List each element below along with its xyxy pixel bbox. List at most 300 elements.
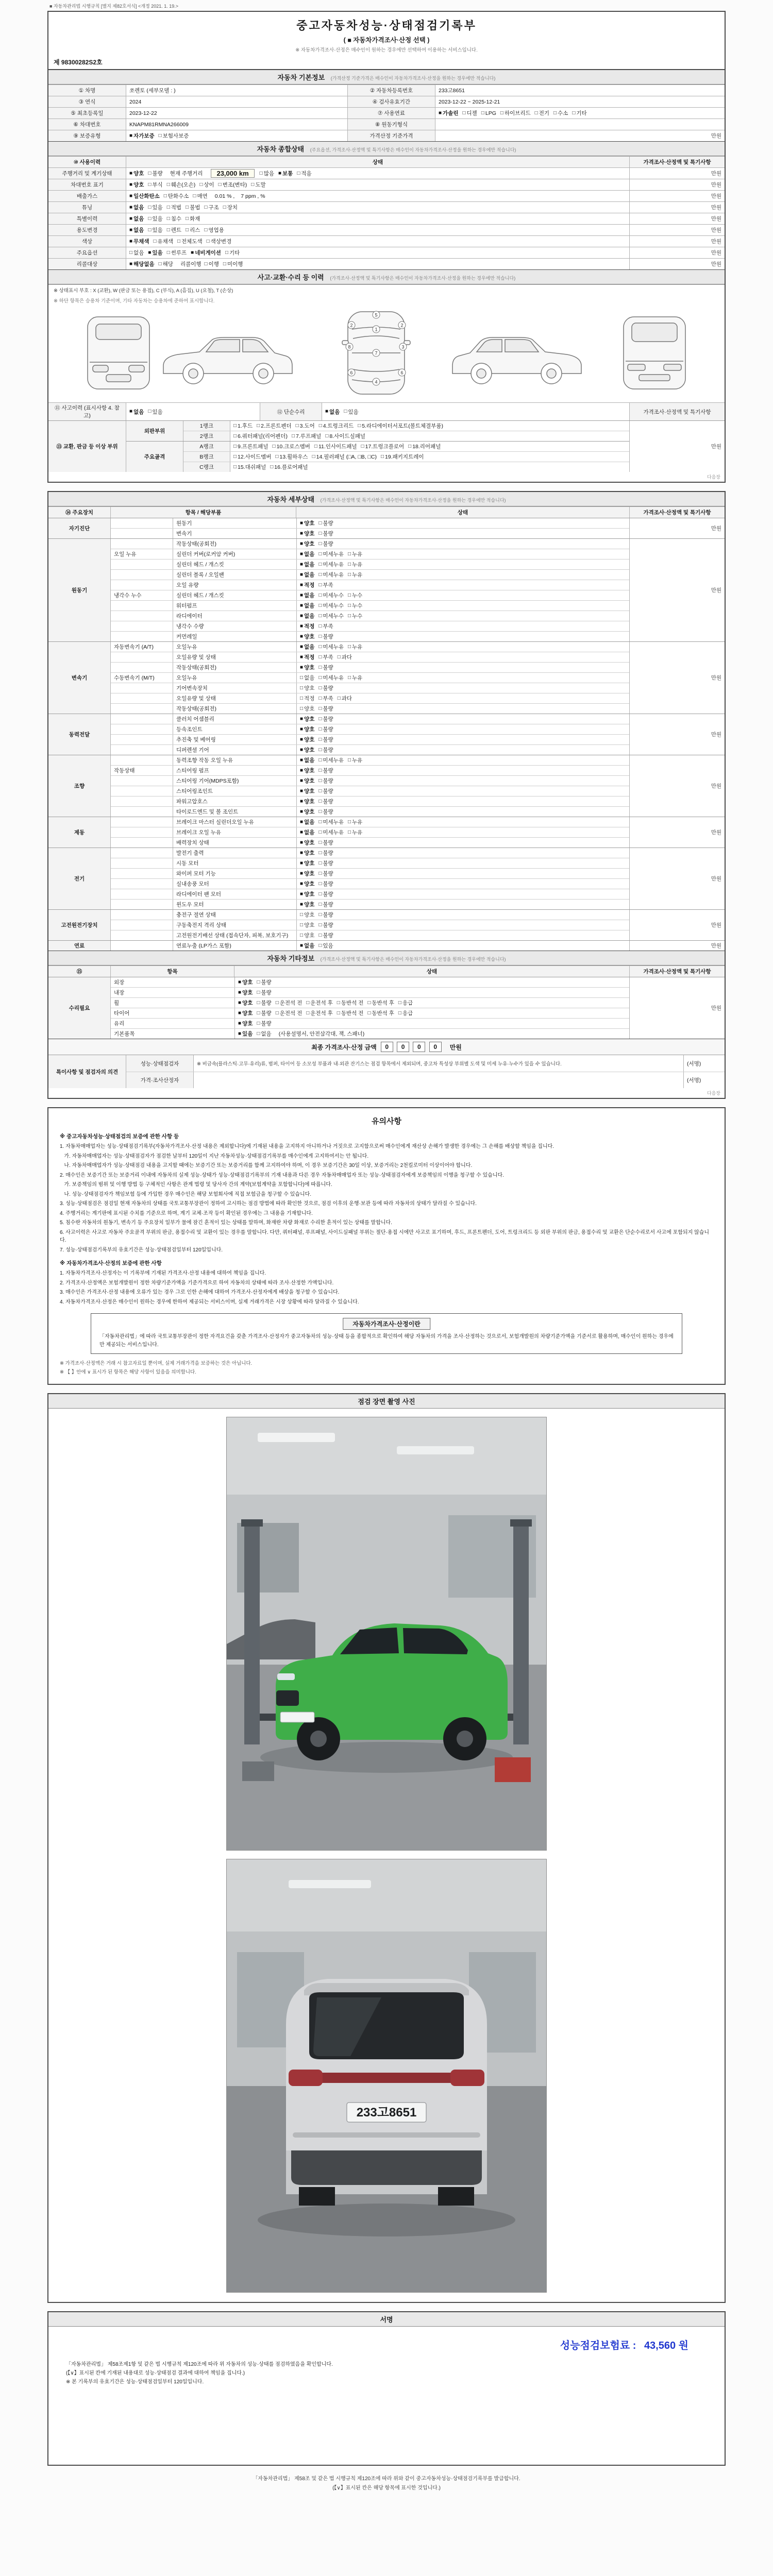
opinion-row [126, 1072, 725, 1088]
detail-subgroup [111, 910, 173, 920]
checkbox[interactable]: □ 적정 [300, 695, 315, 702]
checkbox[interactable]: □ 12.사이드멤버 [233, 453, 272, 460]
checkbox[interactable]: □ 1.후드 [233, 422, 253, 429]
checkbox[interactable]: □ 누유 [347, 551, 363, 557]
checkbox-checked[interactable]: ■ 없음 [129, 215, 144, 222]
detail-subgroup [111, 518, 173, 528]
checkbox-checked[interactable]: ■ 양호 [300, 767, 315, 774]
checkbox-icon: □ [318, 922, 322, 928]
checkbox[interactable]: □ 누수 [347, 613, 363, 619]
checkbox[interactable]: □ 불량 [318, 911, 333, 918]
checkbox-checked[interactable]: ■ 양호 [300, 716, 315, 722]
checkbox[interactable]: □ 있음 [148, 227, 163, 233]
checkbox[interactable]: □ 부족 [318, 623, 333, 630]
checkbox[interactable]: □ 불량 [318, 880, 333, 887]
checkbox-icon: □ [257, 989, 260, 995]
rank-label: A랭크 [183, 442, 230, 451]
checkbox[interactable]: □ 양호 [300, 685, 315, 691]
checkbox[interactable]: □ 4.트렁크리드 [318, 422, 354, 429]
checkbox-icon: □ [204, 261, 208, 267]
checkbox[interactable]: □ 미세누수 [318, 613, 344, 619]
detail-row [111, 848, 629, 858]
checkbox-checked[interactable]: ■ 없음 [129, 204, 144, 211]
etc-state [234, 1008, 629, 1018]
checkbox-checked[interactable]: ■ 양호 [238, 1020, 253, 1027]
detail-form-box [47, 491, 726, 1099]
checkbox-icon: □ [398, 1010, 401, 1016]
checkbox-checked[interactable]: ■ 있음 [148, 249, 163, 256]
checkbox[interactable]: □ 화재 [186, 215, 200, 222]
checkbox-checked[interactable]: ■ 양호 [238, 989, 253, 996]
detail-item: 기어변속장치 [173, 683, 296, 693]
detail-row [111, 600, 629, 611]
checkbox-checked[interactable]: ■ 없음 [300, 592, 315, 599]
checkbox-checked-icon: ■ [300, 592, 304, 598]
checkbox[interactable]: □ 불량 [318, 726, 333, 733]
checkbox[interactable]: □ 불량 [257, 999, 272, 1006]
checkbox-icon: □ [158, 132, 162, 139]
checkbox[interactable]: □ 불법 [186, 204, 200, 211]
notices-section2-title: ※ 자동차가격조사·산정의 보증에 관한 사항 [60, 1260, 162, 1266]
checkbox-icon: □ [361, 443, 364, 449]
checkbox[interactable]: □ 동반석 전 [337, 999, 364, 1006]
inline-text: 0.01 % , [214, 193, 235, 199]
checkbox-checked-icon: ■ [300, 788, 304, 794]
checkbox-checked-icon: ■ [300, 757, 304, 763]
checkbox[interactable]: □ 불량 [257, 989, 272, 996]
price-cell: 만원 [629, 642, 725, 714]
checkbox-checked[interactable]: ■ 적정 [300, 623, 315, 630]
detail-state-options [296, 704, 629, 714]
rank-row [183, 431, 629, 441]
checkbox-checked[interactable]: ■ 적정 [300, 582, 315, 588]
device-group [48, 641, 725, 714]
checkbox-checked[interactable]: ■ 양호 [238, 979, 253, 986]
device-name: 연료 [48, 941, 110, 951]
checkbox[interactable]: □ 6.쿼터패널(리어펜더) [233, 433, 288, 439]
detail-row [111, 642, 629, 652]
checkbox-checked[interactable]: ■ 일산화탄소 [129, 193, 160, 199]
checkbox[interactable]: □ 17.트렁크플로어 [361, 443, 405, 450]
checkbox[interactable]: □ 매연 [193, 193, 208, 199]
checkbox[interactable]: □ 상이 [199, 181, 214, 188]
checkbox-icon: □ [318, 850, 322, 856]
checkbox[interactable]: □ 과다 [337, 654, 352, 660]
checkbox-checked[interactable]: ■ 없음 [300, 643, 315, 650]
checkbox-checked[interactable]: ■ 양호 [300, 788, 315, 794]
checkbox[interactable]: □ 렌트 [166, 227, 182, 233]
checkbox-icon: □ [318, 716, 322, 722]
checkbox-checked-icon: ■ [129, 170, 133, 176]
checkbox[interactable]: □ 13.휠하우스 [275, 453, 308, 460]
checkbox-checked[interactable]: ■ 양호 [300, 520, 315, 527]
checkbox[interactable]: □ 누유 [347, 674, 363, 681]
checkbox[interactable]: □ 미세누유 [318, 551, 344, 557]
checkbox[interactable]: □ 누유 [347, 643, 363, 650]
inspection-photo-lift [226, 1417, 547, 1851]
checkbox[interactable]: □ 미세누유 [318, 571, 344, 578]
checkbox[interactable]: □ 불량 [318, 788, 333, 794]
checkbox[interactable]: □ 과다 [337, 695, 352, 702]
checkbox-checked[interactable]: ■ 양호 [300, 664, 315, 671]
checkbox[interactable]: □ 3.도어 [295, 422, 315, 429]
checkbox-checked[interactable]: ■ 없음 [300, 561, 315, 568]
detail-state-options [296, 621, 629, 631]
detail-subgroup [111, 632, 173, 641]
checkbox-checked-icon: ■ [129, 227, 133, 233]
checkbox-checked[interactable]: ■ 네비게이션 [191, 249, 221, 256]
checkbox-checked[interactable]: ■ 양호 [300, 540, 315, 547]
page-footer [47, 2474, 726, 2491]
checkbox[interactable]: □ 있음 [148, 204, 163, 211]
detail-row [111, 652, 629, 662]
checkbox-icon: □ [318, 891, 322, 897]
detail-state-options [296, 827, 629, 837]
inline-text: 리콜이행 [180, 261, 201, 267]
checkbox[interactable]: □ 기타 [572, 110, 587, 116]
checkbox-checked[interactable]: ■ 무채색 [129, 238, 149, 245]
checkbox[interactable]: □ 16.플로어패널 [270, 464, 308, 470]
checkbox-checked[interactable]: ■ 양호 [300, 891, 315, 897]
checkbox[interactable]: □ 18.리어패널 [408, 443, 441, 450]
checkbox[interactable]: □ 불량 [318, 685, 333, 691]
detail-item: 클러치 어셈블리 [173, 714, 296, 724]
detail-subgroup [111, 879, 173, 889]
device-group [48, 848, 725, 909]
signature-cell[interactable]: (서명) [683, 1055, 725, 1072]
checkbox[interactable]: □ 미세누수 [318, 592, 344, 599]
insurance-fee-value: 43,560 원 [644, 2340, 688, 2351]
state-code-legend2: ※ 하단 항목은 승용차 기준이며, 기타 자동차는 승용차에 준하여 표시합니다. [54, 298, 215, 304]
checkbox-icon: □ [347, 613, 351, 619]
checkbox[interactable]: □ 불량 [318, 664, 333, 671]
device-name: 변속기 [48, 642, 110, 714]
checkbox-checked[interactable]: ■ 없음 [300, 757, 315, 764]
checkbox[interactable]: □ 불량 [318, 798, 333, 805]
checkbox-icon: □ [257, 979, 260, 985]
checkbox-checked[interactable]: ■ 양호 [129, 170, 144, 177]
device-group [48, 538, 725, 641]
checkbox[interactable]: □ 운전석 전 [275, 1010, 303, 1016]
col-no: ⑮ [48, 966, 110, 977]
checkbox[interactable]: □ 누유 [347, 819, 363, 825]
inspection-photo-rear [226, 1859, 547, 2293]
checkbox-checked[interactable]: ■ 양호 [129, 181, 144, 188]
checkbox-checked[interactable]: ■ 없음 [300, 551, 315, 557]
outer-panel-label: 외판부위 [126, 421, 183, 441]
checkbox[interactable]: □ 훼손(오손) [166, 181, 196, 188]
checkbox[interactable]: □ 미세누유 [318, 643, 344, 650]
checkbox[interactable]: □ 미세누유 [318, 757, 344, 764]
checkbox[interactable]: □ 해당 [158, 261, 173, 267]
checkbox-icon: □ [300, 685, 304, 691]
checkbox[interactable]: □ 디젤 [462, 110, 477, 116]
checkbox-checked-icon: ■ [238, 1030, 242, 1037]
checkbox[interactable]: □ 불량 [318, 891, 333, 897]
checkbox[interactable]: □ 7.루프패널 [291, 433, 322, 439]
checkbox[interactable]: □ 부족 [318, 695, 333, 702]
checkbox-icon: □ [223, 261, 226, 267]
checkbox[interactable]: □ 운전석 전 [275, 999, 303, 1006]
detail-item: 냉각수 수량 [173, 621, 296, 631]
detail-row [111, 539, 629, 549]
checkbox[interactable]: □ 불량 [257, 979, 272, 986]
checkbox[interactable]: □ 불량 [318, 860, 333, 867]
checkbox-checked[interactable]: ■ 양호 [300, 901, 315, 908]
checkbox[interactable]: □ 있음 [344, 409, 359, 415]
device-name: 자기진단 [48, 518, 110, 538]
checkbox[interactable]: □ 미세누유 [318, 819, 344, 825]
checkbox[interactable]: □ 양호 [300, 932, 315, 939]
checkbox[interactable]: □ 불량 [318, 932, 333, 939]
notice-line: 가. 보증책임의 범위 및 이행 방법 등 구체적인 사항은 관계 법령 및 당사자 간의 계약(보험계약을 포함합니다)에 따릅니다. [60, 1182, 332, 1188]
checkbox[interactable]: □ 장치 [223, 204, 238, 211]
checkbox-checked-icon: ■ [300, 839, 304, 845]
fuel-label: ⑦ 사용연료 [347, 108, 435, 118]
detail-subgroup [111, 580, 173, 590]
detail-subgroup: 자동변속기 (A/T) [114, 644, 154, 650]
checkbox[interactable]: □ 유채색 [153, 238, 173, 245]
checkbox-checked-icon: ■ [300, 520, 304, 526]
checkbox[interactable]: □ 전체도색 [177, 238, 203, 245]
checkbox-checked[interactable]: ■ 없음 [300, 819, 315, 825]
checkbox[interactable]: □ 기타 [225, 249, 240, 256]
checkbox-checked[interactable]: ■ 양호 [300, 870, 315, 877]
checkbox[interactable]: □ 누유 [347, 757, 363, 764]
checkbox-checked[interactable]: ■ 있음 [238, 1030, 253, 1037]
checkbox-checked[interactable]: ■ 없음 [300, 571, 315, 578]
checkbox-checked[interactable]: ■ 양호 [300, 839, 315, 846]
checkbox-checked[interactable]: ■ 양호 [300, 880, 315, 887]
detail-row [111, 755, 629, 765]
checkbox[interactable]: □ 불량 [148, 170, 163, 177]
section-title: 자동차 세부상태 [267, 496, 315, 503]
checkbox-checked[interactable]: ■ 양호 [300, 747, 315, 753]
checkbox[interactable]: □ 불량 [318, 870, 333, 877]
checkbox[interactable]: □ 8.사이드실패널 [325, 433, 366, 439]
checkbox[interactable]: □ 불량 [318, 850, 333, 856]
checkbox[interactable]: □ 없음 [129, 249, 144, 256]
summary-row [48, 235, 725, 247]
checkbox[interactable]: □ 불량 [318, 839, 333, 846]
checkbox[interactable]: □ 5.라디에이터서포트(볼트체결부품) [358, 422, 444, 429]
checkbox[interactable]: □ 적음 [297, 170, 312, 177]
col-price: 가격조사·산정액 및 특기사항 [629, 966, 725, 977]
checkbox-checked[interactable]: ■ 자가보증 [129, 132, 155, 139]
checkbox[interactable]: □ 15.대쉬패널 [233, 464, 266, 470]
checkbox-checked[interactable]: ■ 없음 [300, 942, 315, 949]
checkbox-checked[interactable]: ■ 양호 [238, 999, 253, 1006]
checkbox[interactable]: □ 부식 [148, 181, 163, 188]
checkbox-checked[interactable]: ■ 없음 [300, 613, 315, 619]
checkbox[interactable]: □ 불량 [318, 716, 333, 722]
checkbox-icon: □ [204, 227, 208, 233]
checkbox-checked-icon: ■ [238, 979, 242, 985]
checkbox[interactable]: □ 미이행 [223, 261, 243, 267]
checkbox[interactable]: □ 불량 [318, 767, 333, 774]
checkbox[interactable]: □ 탄화수소 [163, 193, 189, 199]
inspector-role: 가격·조사산정자 [126, 1072, 193, 1088]
price-cell: 만원 [629, 941, 725, 951]
checkbox-icon: □ [297, 170, 300, 176]
checkbox-checked-icon: ■ [129, 181, 133, 188]
checkbox-checked[interactable]: ■ 양호 [300, 633, 315, 640]
checkbox-checked-icon: ■ [129, 132, 133, 139]
detail-item: 실린더 헤드 / 개스킷 [173, 590, 296, 600]
car-views-svg [67, 307, 706, 401]
checkbox[interactable]: □ 수소 [553, 110, 568, 116]
footer-line: (【∨】표시된 칸은 해당 항목에 표시한 것입니다.) [332, 2485, 441, 2491]
device-group [48, 940, 725, 951]
detail-state-options [296, 766, 629, 775]
checkbox[interactable]: □ 부족 [318, 582, 333, 588]
rank-items [230, 442, 629, 451]
checkbox[interactable]: □ 응급 [398, 1010, 413, 1016]
signature-title: 서명 [48, 2312, 725, 2327]
checkbox[interactable]: □ 양호 [300, 922, 315, 928]
checkbox-checked[interactable]: ■ 양호 [300, 798, 315, 805]
checkbox[interactable]: □ 영업용 [204, 227, 224, 233]
insurance-fee-label: 성능점검보험료 : [560, 2340, 636, 2351]
checkbox[interactable]: □ 10.크로스멤버 [272, 443, 310, 450]
checkbox[interactable]: □ 이행 [204, 261, 219, 267]
checkbox[interactable]: □ 미세누수 [318, 602, 344, 609]
checkbox-checked[interactable]: ■ 없음 [300, 602, 315, 609]
checkbox[interactable]: □ 없음 [300, 674, 315, 681]
checkbox[interactable]: □ 썬루프 [166, 249, 187, 256]
checkbox[interactable]: □ 불량 [318, 777, 333, 784]
checkbox[interactable]: □ 부족 [318, 654, 333, 660]
checkbox-checked[interactable]: ■ 없음 [300, 829, 315, 836]
checkbox-checked[interactable]: ■ 없음 [129, 227, 144, 233]
checkbox-checked[interactable]: ■ 적정 [300, 654, 315, 660]
checkbox[interactable]: □ 불량 [318, 808, 333, 815]
checkbox-icon: □ [367, 1010, 371, 1016]
checkbox[interactable]: □ 불량 [318, 747, 333, 753]
checkbox-icon: □ [318, 561, 322, 567]
checkbox[interactable]: □ 누수 [347, 602, 363, 609]
detail-row [111, 806, 629, 817]
checkbox[interactable]: □ 19.패키지트레이 [381, 453, 424, 460]
checkbox[interactable]: □ 11.인사이드패널 [314, 443, 357, 450]
price-survey-definition-box [91, 1313, 682, 1354]
checkbox[interactable]: □ 있음 [318, 942, 333, 949]
checkbox[interactable]: □ 보험사보증 [158, 132, 189, 139]
checkbox[interactable]: □ 변조(변타) [218, 181, 247, 188]
checkbox-checked[interactable]: ■ 양호 [300, 860, 315, 867]
checkbox-checked[interactable]: ■ 양호 [300, 530, 315, 537]
rank-row [183, 451, 629, 462]
checkbox-icon: □ [500, 110, 503, 116]
detail-item: 추진축 및 베어링 [173, 735, 296, 744]
detail-row [111, 518, 629, 528]
checkbox[interactable]: □ 운전석 후 [306, 1010, 333, 1016]
checkbox[interactable]: □ 누유 [347, 829, 363, 836]
checkbox-checked[interactable]: ■ 가솔린 [439, 110, 459, 116]
checkbox-checked[interactable]: ■ 양호 [300, 808, 315, 815]
checkbox[interactable]: □ 하이브리드 [500, 110, 531, 116]
checkbox[interactable]: □ 침수 [166, 215, 182, 222]
price-digit-box: 0 [397, 1042, 409, 1052]
checkbox-checked[interactable]: ■ 양호 [300, 777, 315, 784]
checkbox[interactable]: □ 누유 [347, 561, 363, 568]
checkbox[interactable]: □ 있음 [148, 409, 163, 415]
checkbox-checked-icon: ■ [129, 204, 133, 210]
checkbox[interactable]: □ 동반석 후 [367, 1010, 394, 1016]
detail-row [111, 549, 629, 559]
detail-state-options [296, 518, 629, 528]
checkbox-checked[interactable]: ■ 양호 [300, 726, 315, 733]
checkbox[interactable]: □ 2.프론트펜더 [257, 422, 292, 429]
checkbox[interactable]: □ 불량 [257, 1010, 272, 1016]
checkbox[interactable]: □ 누수 [347, 592, 363, 599]
checkbox[interactable]: □ 적법 [166, 204, 182, 211]
notice-line: 2. 매수인은 보증기간 또는 보증거리 이내에 자동차의 실제 성능·상태가 성능·상태점검기록부의 기재 내용과 다른 경우 자동차매매업자 또는 성능·상태점검자에게 보증책임의 이행을 청구할 수 있습니다. [60, 1172, 504, 1178]
summary-row-label: 용도변경 [48, 225, 126, 235]
checkbox[interactable]: □ 불량 [318, 901, 333, 908]
checkbox[interactable]: □ 불량 [318, 736, 333, 743]
checkbox-checked[interactable]: ■ 없음 [129, 409, 144, 415]
checkbox[interactable]: □ 불량 [257, 1020, 272, 1027]
checkbox[interactable]: □ 미세누유 [318, 674, 344, 681]
checkbox[interactable]: □ 구조 [204, 204, 219, 211]
checkbox[interactable]: □ 있음 [148, 215, 163, 222]
checkbox[interactable]: □ 양호 [300, 705, 315, 712]
checkbox-checked[interactable]: ■ 없음 [325, 409, 340, 415]
checkbox[interactable]: □ 전기 [534, 110, 549, 116]
checkbox[interactable]: □ 양호 [300, 911, 315, 918]
checkbox[interactable]: □ 미세누유 [318, 561, 344, 568]
checkbox[interactable]: □ 불량 [318, 540, 333, 547]
checkbox-icon: □ [193, 193, 196, 199]
checkbox[interactable]: □ 불량 [318, 520, 333, 527]
checkbox[interactable]: □ 불량 [318, 633, 333, 640]
checkbox-checked[interactable]: ■ 해당없음 [129, 261, 155, 267]
checkbox[interactable]: □ 많음 [259, 170, 274, 177]
checkbox[interactable]: □ 불량 [318, 705, 333, 712]
detail-state-options [296, 879, 629, 889]
checkbox[interactable]: □ 9.프론트패널 [233, 443, 268, 450]
checkbox-checked[interactable]: ■ 보통 [278, 170, 293, 177]
checkbox-checked[interactable]: ■ 양호 [300, 736, 315, 743]
checkbox[interactable]: □ 응급 [398, 999, 413, 1006]
checkbox-checked[interactable]: ■ 양호 [238, 1010, 253, 1016]
section-basic-info [48, 70, 725, 84]
signature-cell[interactable]: (서명) [683, 1072, 725, 1088]
checkbox[interactable]: □ 동반석 전 [337, 1010, 364, 1016]
checkbox[interactable]: □ 도말 [251, 181, 266, 188]
etc-item: 외장 [114, 979, 125, 986]
checkbox[interactable]: □ 14.필러패널 (□A, □B, □C) [312, 453, 377, 460]
checkbox-checked-icon: ■ [300, 602, 304, 608]
checkbox[interactable]: □ 불량 [318, 530, 333, 537]
detail-row [111, 765, 629, 775]
checkbox-checked[interactable]: ■ 양호 [300, 850, 315, 856]
checkbox[interactable]: □ 없음 [257, 1030, 272, 1037]
checkbox[interactable]: □ 색상변경 [206, 238, 232, 245]
checkbox[interactable]: □ 리스 [186, 227, 200, 233]
checkbox[interactable]: □ 미세누유 [318, 829, 344, 836]
checkbox[interactable]: □ 누유 [347, 571, 363, 578]
checkbox[interactable]: □ 동반석 후 [367, 999, 394, 1006]
checkbox[interactable]: □ 불량 [318, 922, 333, 928]
checkbox[interactable]: □ LPG [481, 110, 496, 116]
checkbox[interactable]: □ 운전석 후 [306, 999, 333, 1006]
notices-title: 유의사항 [372, 1117, 401, 1126]
insurance-fee [48, 2327, 725, 2357]
checkbox-icon: □ [347, 592, 351, 598]
detail-item: 변속기 [173, 529, 296, 538]
